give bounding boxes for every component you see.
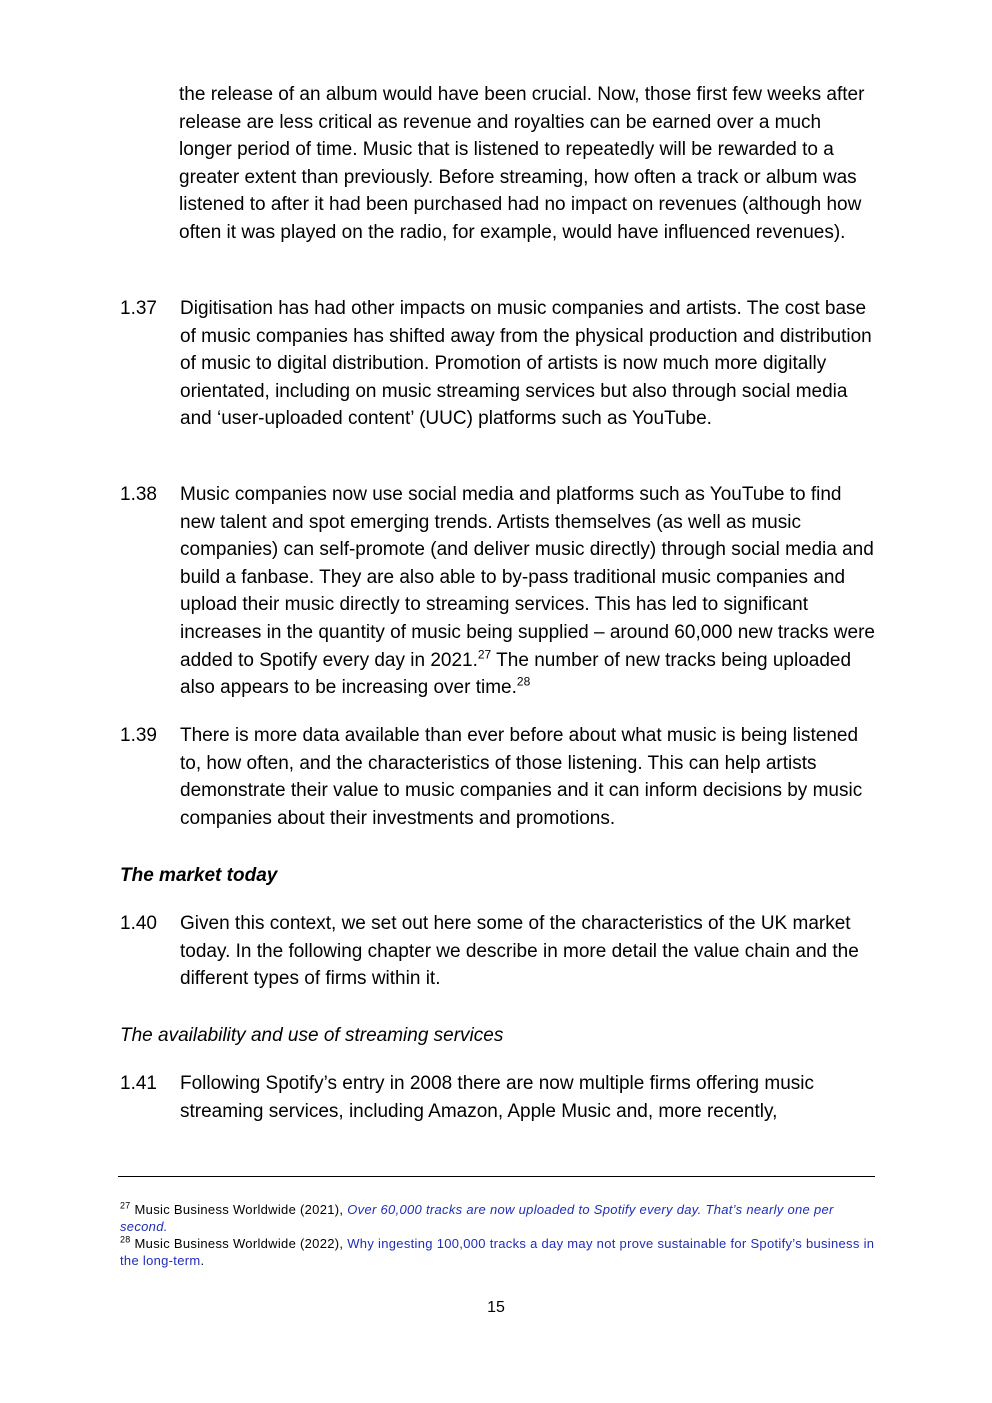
paragraph-number: 1.38 xyxy=(120,484,157,505)
footnote-link[interactable]: Over 60,000 tracks are now uploaded to Spotify every day. That’s nearly one per second xyxy=(120,1202,834,1234)
paragraph-1-41 xyxy=(120,1070,880,1125)
subsection-heading-availability: The availability and use of streaming services xyxy=(120,1025,504,1046)
footnote-28 xyxy=(120,1235,880,1269)
footnote-source: Music Business Worldwide (2021), xyxy=(134,1202,348,1217)
paragraph-number: 1.39 xyxy=(120,725,157,746)
paragraph-number: 1.37 xyxy=(120,298,157,319)
paragraph-1-40 xyxy=(120,910,880,993)
section-heading-market-today: The market today xyxy=(120,865,278,886)
paragraph-1-37 xyxy=(120,295,880,433)
paragraph-text-part-b: The number of new tracks being uploaded also appears to be increasing over time. xyxy=(180,649,852,699)
footnote-ref-27[interactable]: 27 xyxy=(477,647,492,662)
paragraph-text: Digitisation has had other impacts on music companies and artists. The cost base of music companies has shifted away from the physical production and distribution of music to digital distribution. Promotion of artists is now much more digitally orientated, including on music streaming services but also through social media and ‘user-uploaded content’ (UUC) platforms such as YouTube. xyxy=(180,298,872,430)
footnote-marker: 27 xyxy=(120,1200,131,1211)
paragraph-text: There is more data available than ever before about what music is being listened to, how often, and the characteristics of those listening. This can help artists demonstrate their value to music companies and it can inform decisions by music companies about their investments and promotions. xyxy=(180,725,863,829)
paragraph-1-36-continuation: the release of an album would have been crucial. Now, those first few weeks after release are less critical as revenue and royalties can be earned over a much longer period of time. Music that is listened to repeatedly will be rewarded to a greater extent than previously. Before streaming, how often a track or album was listened to after it had been purchased had no impact on revenues (although how often it was played on the radio, for example, would have influenced revenues). xyxy=(179,84,865,243)
paragraph-number: 1.40 xyxy=(120,913,157,934)
paragraph-text-part-a: Music companies now use social media and platforms such as YouTube to find new talent and spot emerging trends. Artists themselves (as well as music companies) can self-promote (and deliver music directly) through social media and build a fanbase. They are also able to by-pass traditional music companies and upload their music directly to streaming services. This has led to significant increases in the quantity of music being supplied – around 60,000 new tracks were added to Spotify every day in 2021. xyxy=(180,484,875,671)
footnote-tail: . xyxy=(163,1219,168,1234)
footnote-link[interactable]: Why ingesting 100,000 tracks a day may not prove sustainable for Spotify’s business in the long-term xyxy=(120,1236,875,1268)
paragraph-text: Given this context, we set out here some of the characteristics of the UK market today. In the following chapter we describe in more detail the value chain and the different types of firms within it. xyxy=(180,913,859,990)
paragraph-text: Following Spotify’s entry in 2008 there are now multiple firms offering music streaming services, including Amazon, Apple Music and, more recently, xyxy=(180,1073,814,1122)
footnote-27 xyxy=(120,1201,880,1235)
paragraph-1-39 xyxy=(120,722,880,832)
paragraph-1-38 xyxy=(120,481,880,702)
paragraph-number: 1.41 xyxy=(120,1073,157,1094)
footnote-ref-28[interactable]: 28 xyxy=(516,674,531,689)
footnote-tail: . xyxy=(200,1253,205,1268)
footnote-marker: 28 xyxy=(120,1234,131,1245)
paragraph-text xyxy=(180,481,880,702)
page-number: 15 xyxy=(487,1299,505,1316)
footnote-divider xyxy=(118,1176,875,1177)
footnotes xyxy=(120,1201,880,1269)
footnote-source: Music Business Worldwide (2022), xyxy=(134,1236,348,1251)
